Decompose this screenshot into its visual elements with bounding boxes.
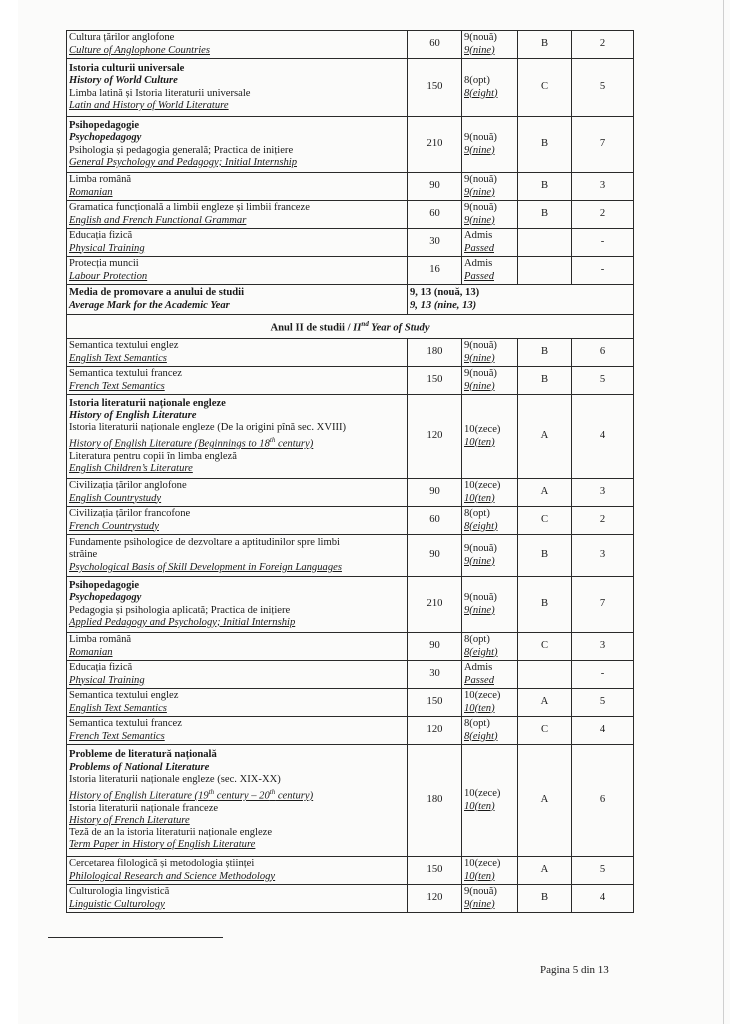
mark-en: 9(nine) <box>464 144 495 156</box>
mark-cell <box>462 395 518 479</box>
course-line-text: Istoria literaturii naționale franceze <box>69 802 219 814</box>
ects-grade-cell: B <box>518 535 572 577</box>
mark-ro: 8(opt) <box>464 634 490 646</box>
course-name-ro: Educația fizică <box>69 662 133 674</box>
course-group-title-en: History of World Culture <box>69 75 178 87</box>
course-row <box>67 661 634 689</box>
course-name-en: Romanian <box>69 186 113 198</box>
course-group-title: Istoria literaturii naționale engleze <box>69 397 226 409</box>
superscript: th <box>208 788 215 797</box>
mark-en: 10(ten) <box>464 492 495 504</box>
course-line-text: History of English Literature (Beginnings to 18 <box>69 438 270 450</box>
credits-cell: - <box>572 661 634 689</box>
course-line-text: century – 20 <box>214 790 270 802</box>
mark-cell <box>462 31 518 59</box>
ects-grade-cell: A <box>518 745 572 857</box>
course-line-text: Teză de an la istoria literaturii naționale engleze <box>69 827 273 839</box>
ects-grade-cell: B <box>518 173 572 201</box>
course-name-en: Psychological Basis of Skill Development in Foreign Languages <box>69 561 342 573</box>
course-line-en <box>69 815 405 827</box>
credits-cell: 5 <box>572 857 634 885</box>
course-name-cell <box>67 507 408 535</box>
credits-cell: 2 <box>572 507 634 535</box>
hours-cell: 30 <box>408 661 462 689</box>
course-name-ro: Cercetarea filologică și metodologia științei <box>69 858 255 870</box>
year-heading <box>67 315 634 339</box>
course-group-title: Probleme de literatură națională <box>69 749 217 761</box>
hours-cell: 210 <box>408 577 462 633</box>
course-name-cell <box>67 117 408 173</box>
course-name-ro: Limba română <box>69 174 132 186</box>
course-name-ro: Semantica textului francez <box>69 718 182 730</box>
course-name-en: Applied Pedagogy and Psychology; Initial Internship <box>69 616 296 628</box>
year-heading-row <box>67 315 634 339</box>
credits-cell: 6 <box>572 745 634 857</box>
course-line-text: History of English Literature (19 <box>69 790 209 802</box>
ects-grade-cell: A <box>518 479 572 507</box>
course-row <box>67 717 634 745</box>
ects-grade-cell: B <box>518 577 572 633</box>
mark-en: 10(ten) <box>464 436 495 448</box>
mark-cell <box>462 717 518 745</box>
course-line-text: History of French Literature <box>69 814 190 826</box>
course-name-en: Linguistic Culturology <box>69 898 165 910</box>
course-group-title-en: History of English Literature <box>69 409 197 421</box>
course-name-en: Latin and History of World Literature <box>69 99 229 111</box>
ects-grade-cell: C <box>518 59 572 117</box>
mark-cell <box>462 857 518 885</box>
mark-en: 9(nine) <box>464 604 495 616</box>
mark-cell <box>462 535 518 577</box>
mark-en: 8(eight) <box>464 87 498 99</box>
mark-ro: Admis <box>464 662 493 674</box>
mark-en: 10(ten) <box>464 702 495 714</box>
mark-ro: 9(nouă) <box>464 886 497 898</box>
course-row <box>67 173 634 201</box>
course-name-cell <box>67 229 408 257</box>
grades-table <box>66 30 634 913</box>
course-name-cell <box>67 633 408 661</box>
course-name-cell <box>67 717 408 745</box>
credits-cell: 5 <box>572 689 634 717</box>
course-name-cell <box>67 59 408 117</box>
course-line-ro <box>69 774 405 786</box>
ects-grade-cell: A <box>518 689 572 717</box>
course-group-title-en: Problems of National Literature <box>69 761 210 773</box>
course-row <box>67 201 634 229</box>
course-row <box>67 395 634 479</box>
course-row <box>67 507 634 535</box>
mark-en: 9(nine) <box>464 214 495 226</box>
course-row <box>67 339 634 367</box>
course-row <box>67 229 634 257</box>
course-line-text: English Children’s Literature <box>69 463 193 475</box>
average-label-en: Average Mark for the Academic Year <box>69 299 230 311</box>
mark-cell <box>462 59 518 117</box>
credits-cell: 7 <box>572 117 634 173</box>
credits-cell: 6 <box>572 339 634 367</box>
course-row <box>67 745 634 857</box>
mark-ro: 9(nouă) <box>464 202 497 214</box>
credits-cell: 3 <box>572 535 634 577</box>
credits-cell: 5 <box>572 59 634 117</box>
credits-cell: 7 <box>572 577 634 633</box>
mark-en: 8(eight) <box>464 730 498 742</box>
mark-cell <box>462 661 518 689</box>
course-name-en: English and French Functional Grammar <box>69 214 247 226</box>
mark-cell <box>462 173 518 201</box>
superscript: th <box>269 436 276 445</box>
average-value-en: 9, 13 (nine, 13) <box>410 299 477 311</box>
course-line-en <box>69 434 405 451</box>
mark-cell <box>462 689 518 717</box>
mark-ro: 10(zece) <box>464 788 501 800</box>
course-group-title: Psihopedagogie <box>69 120 140 132</box>
hours-cell: 90 <box>408 173 462 201</box>
hours-cell: 120 <box>408 717 462 745</box>
hours-cell: 150 <box>408 857 462 885</box>
course-line-ro <box>69 451 405 463</box>
year-heading-en: Year of Study <box>368 322 430 334</box>
footnote-separator <box>48 937 223 938</box>
mark-ro: 8(opt) <box>464 75 490 87</box>
course-name-en: French Text Semantics <box>69 730 165 742</box>
mark-ro: 9(nouă) <box>464 368 497 380</box>
hours-cell: 120 <box>408 395 462 479</box>
hours-cell: 150 <box>408 367 462 395</box>
hours-cell: 150 <box>408 59 462 117</box>
ects-grade-cell: A <box>518 857 572 885</box>
hours-cell: 180 <box>408 339 462 367</box>
course-name-en: Philological Research and Science Methodology <box>69 870 276 882</box>
mark-en: 9(nine) <box>464 555 495 567</box>
hours-cell: 16 <box>408 257 462 285</box>
ects-grade-cell: A <box>518 395 572 479</box>
credits-cell: 4 <box>572 395 634 479</box>
mark-cell <box>462 257 518 285</box>
hours-cell: 60 <box>408 507 462 535</box>
course-row <box>67 577 634 633</box>
course-line-text: century) <box>275 438 314 450</box>
course-line-text: century) <box>275 790 314 802</box>
course-name-en: French Text Semantics <box>69 380 165 392</box>
course-line-text: Literatura pentru copii în limba engleză <box>69 450 237 462</box>
mark-en: Passed <box>464 674 495 686</box>
course-line-ro <box>69 803 405 815</box>
course-line-en <box>69 463 405 475</box>
course-name-ro: Civilizația țărilor francofone <box>69 508 191 520</box>
mark-en: 9(nine) <box>464 898 495 910</box>
hours-cell: 150 <box>408 689 462 717</box>
mark-cell <box>462 885 518 913</box>
average-label-ro: Media de promovare a anului de studii <box>69 287 245 299</box>
mark-ro: 9(nouă) <box>464 340 497 352</box>
course-name-cell <box>67 535 408 577</box>
credits-cell: 2 <box>572 201 634 229</box>
course-name-cell <box>67 339 408 367</box>
course-line-text: Istoria literaturii naționale engleze (sec. XIX-XX) <box>69 773 281 785</box>
course-row <box>67 633 634 661</box>
mark-ro: 9(nouă) <box>464 32 497 44</box>
course-name-cell <box>67 857 408 885</box>
average-mark-row <box>67 285 634 315</box>
ects-grade-cell: C <box>518 717 572 745</box>
course-name-en: Romanian <box>69 646 113 658</box>
ects-grade-cell: C <box>518 507 572 535</box>
credits-cell: 4 <box>572 885 634 913</box>
mark-en: 9(nine) <box>464 380 495 392</box>
mark-en: 10(ten) <box>464 800 495 812</box>
course-row <box>67 59 634 117</box>
course-name-ro: Pedagogia și psihologia aplicată; Practica de inițiere <box>69 604 291 616</box>
mark-ro: 9(nouă) <box>464 543 497 555</box>
course-line-en <box>69 786 405 803</box>
hours-cell: 60 <box>408 31 462 59</box>
credits-cell: - <box>572 229 634 257</box>
course-line-en <box>69 839 405 851</box>
course-group-title-en: Psychopedagogy <box>69 592 142 604</box>
mark-en: Passed <box>464 242 495 254</box>
hours-cell: 90 <box>408 633 462 661</box>
ects-grade-cell: B <box>518 885 572 913</box>
ects-grade-cell: B <box>518 201 572 229</box>
mark-cell <box>462 745 518 857</box>
course-name-cell <box>67 201 408 229</box>
hours-cell: 210 <box>408 117 462 173</box>
ects-grade-cell <box>518 229 572 257</box>
course-name-cell <box>67 31 408 59</box>
course-name-ro: Educația fizică <box>69 230 133 242</box>
credits-cell: 3 <box>572 479 634 507</box>
hours-cell: 90 <box>408 535 462 577</box>
mark-cell <box>462 507 518 535</box>
course-name-cell <box>67 257 408 285</box>
mark-cell <box>462 201 518 229</box>
course-line-ro <box>69 422 405 434</box>
course-name-ro: Cultura țărilor anglofone <box>69 32 175 44</box>
superscript: nd <box>361 320 369 329</box>
mark-ro: 9(nouă) <box>464 592 497 604</box>
ects-grade-cell: B <box>518 367 572 395</box>
mark-en: 8(eight) <box>464 520 498 532</box>
ects-grade-cell <box>518 257 572 285</box>
mark-ro: Admis <box>464 230 493 242</box>
mark-en: 10(ten) <box>464 870 495 882</box>
course-group-title-en: Psychopedagogy <box>69 132 142 144</box>
hours-cell: 60 <box>408 201 462 229</box>
mark-ro: 8(opt) <box>464 508 490 520</box>
mark-ro: 10(zece) <box>464 858 501 870</box>
course-name-en: English Countrystudy <box>69 492 162 504</box>
document-page <box>18 0 730 1024</box>
course-name-ro: Semantica textului englez <box>69 690 179 702</box>
credits-cell: 2 <box>572 31 634 59</box>
page-edge <box>723 0 724 1024</box>
course-name-cell <box>67 173 408 201</box>
ects-grade-cell: B <box>518 339 572 367</box>
course-row <box>67 857 634 885</box>
mark-en: Passed <box>464 270 495 282</box>
mark-cell <box>462 633 518 661</box>
mark-ro: 9(nouă) <box>464 174 497 186</box>
average-mark-value <box>408 285 634 315</box>
credits-cell: - <box>572 257 634 285</box>
credits-cell: 5 <box>572 367 634 395</box>
course-name-en: French Countrystudy <box>69 520 159 532</box>
mark-ro: 10(zece) <box>464 424 501 436</box>
mark-ro: 10(zece) <box>464 690 501 702</box>
mark-cell <box>462 229 518 257</box>
course-name-cell <box>67 661 408 689</box>
course-name-ro: Fundamente psihologice de dezvoltare a aptitudinilor spre limbi <box>69 537 340 549</box>
course-name-en: Physical Training <box>69 674 145 686</box>
ects-grade-cell <box>518 661 572 689</box>
course-name-cell <box>67 689 408 717</box>
course-row <box>67 31 634 59</box>
course-name-ro: Limba latină și Istoria literaturii universale <box>69 87 251 99</box>
course-row <box>67 885 634 913</box>
ects-grade-cell: B <box>518 31 572 59</box>
year-heading-en: II <box>353 322 362 334</box>
course-line-text: Term Paper in History of English Literature <box>69 839 256 851</box>
course-name-ro: Semantica textului francez <box>69 368 182 380</box>
course-name-en: Labour Protection <box>69 270 148 282</box>
credits-cell: 4 <box>572 717 634 745</box>
course-name-ro: Psihologia și pedagogia generală; Practica de inițiere <box>69 144 294 156</box>
course-row <box>67 479 634 507</box>
mark-en: 9(nine) <box>464 352 495 364</box>
mark-ro: 8(opt) <box>464 718 490 730</box>
mark-ro: 9(nouă) <box>464 132 497 144</box>
course-name-en: English Text Semantics <box>69 702 167 714</box>
mark-ro: Admis <box>464 258 493 270</box>
course-name-en: English Text Semantics <box>69 352 167 364</box>
mark-en: 9(nine) <box>464 44 495 56</box>
course-row <box>67 535 634 577</box>
average-value-ro: 9, 13 (nouă, 13) <box>410 287 480 299</box>
course-name-cell <box>67 479 408 507</box>
course-name-cell <box>67 367 408 395</box>
hours-cell: 180 <box>408 745 462 857</box>
course-row <box>67 257 634 285</box>
course-name-en: Culture of Anglophone Countries <box>69 44 210 56</box>
hours-cell: 90 <box>408 479 462 507</box>
course-line-text: Istoria literaturii naționale engleze (De la origini pînă sec. XVIII) <box>69 422 347 434</box>
mark-cell <box>462 367 518 395</box>
mark-ro: 10(zece) <box>464 480 501 492</box>
credits-cell: 3 <box>572 173 634 201</box>
course-name-ro: Culturologia lingvistică <box>69 886 170 898</box>
course-name-en: General Psychology and Pedagogy; Initial Internship <box>69 156 298 168</box>
course-name-ro: Civilizația țărilor anglofone <box>69 480 187 492</box>
superscript: th <box>269 788 276 797</box>
mark-cell <box>462 339 518 367</box>
course-line-ro <box>69 827 405 839</box>
course-group-title: Psihopedagogie <box>69 580 140 592</box>
year-heading-ro: Anul II de studii / <box>270 322 354 334</box>
course-name-cell <box>67 745 408 857</box>
average-mark-label <box>67 285 408 315</box>
ects-grade-cell: C <box>518 633 572 661</box>
mark-en: 8(eight) <box>464 646 498 658</box>
mark-cell <box>462 577 518 633</box>
mark-cell <box>462 479 518 507</box>
mark-cell <box>462 117 518 173</box>
hours-cell: 120 <box>408 885 462 913</box>
course-name-ro: străine <box>69 549 98 561</box>
course-name-ro: Gramatica funcțională a limbii engleze și limbii franceze <box>69 202 310 214</box>
course-name-ro: Protecția muncii <box>69 258 139 270</box>
course-row <box>67 117 634 173</box>
course-name-en: Physical Training <box>69 242 145 254</box>
course-name-cell <box>67 395 408 479</box>
course-row <box>67 689 634 717</box>
course-row <box>67 367 634 395</box>
ects-grade-cell: B <box>518 117 572 173</box>
credits-cell: 3 <box>572 633 634 661</box>
course-name-ro: Semantica textului englez <box>69 340 179 352</box>
hours-cell: 30 <box>408 229 462 257</box>
mark-en: 9(nine) <box>464 186 495 198</box>
course-name-ro: Limba română <box>69 634 132 646</box>
course-name-cell <box>67 885 408 913</box>
course-group-title: Istoria culturii universale <box>69 63 185 75</box>
course-name-cell <box>67 577 408 633</box>
page-number: Pagina 5 din 13 <box>540 964 609 976</box>
